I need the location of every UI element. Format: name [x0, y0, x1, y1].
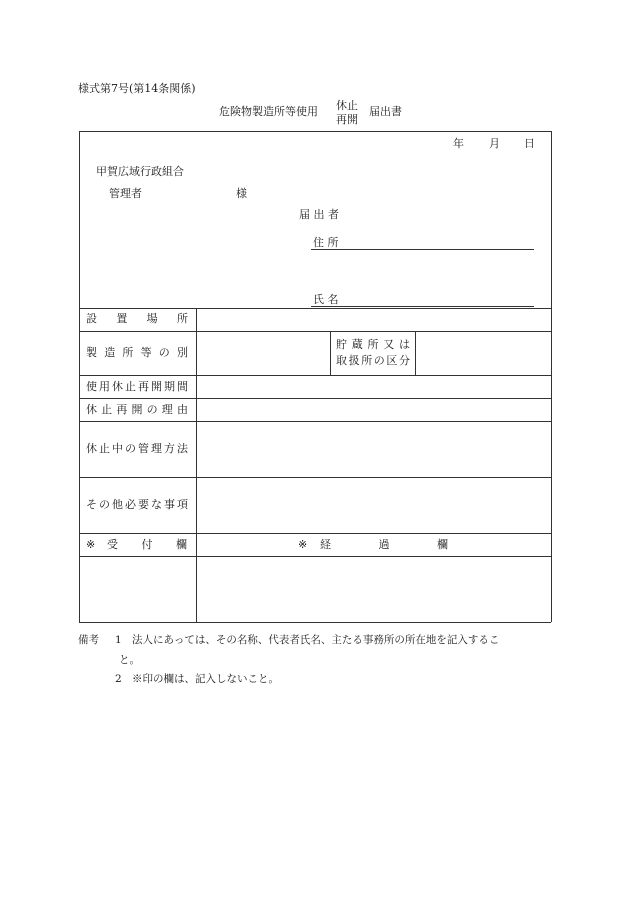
note-1-continuation: と。	[119, 654, 140, 666]
row-label-storage-type-1: 貯 蔵 所 又 は	[336, 338, 410, 351]
date-year: 年	[453, 137, 464, 150]
name-underline	[311, 306, 534, 307]
row-line-8	[79, 556, 551, 557]
style-number: 様式第7号(第14条関係)	[78, 82, 196, 95]
row-line-5	[79, 421, 551, 422]
table-bottom-border	[79, 622, 551, 623]
name-label: 氏 名	[313, 293, 339, 306]
honorific: 様	[236, 187, 247, 200]
date-day: 日	[524, 137, 535, 150]
title-option-resume: 再開	[336, 113, 358, 126]
notes-label: 備考	[78, 634, 99, 646]
title-option-suspend: 休止	[336, 99, 358, 112]
table-top-border	[79, 131, 551, 132]
row-line-3	[79, 375, 551, 376]
table-right-border	[551, 131, 552, 622]
row-label-location: 設 置 場 所	[86, 312, 188, 325]
note-1-number: 1	[115, 634, 122, 646]
title-main: 危険物製造所等使用	[219, 105, 318, 118]
row-line-4	[79, 398, 551, 399]
storage-label-left-line	[330, 331, 331, 375]
row-line-1	[79, 308, 551, 309]
row-line-7	[79, 533, 551, 534]
row-label-facility-type: 製 造 所 等 の 別	[86, 346, 188, 359]
title-suffix: 届出書	[369, 105, 402, 118]
note-1-text: 法人にあっては、その名称、代表者氏名、主たる事務所の所在地を記入するこ	[132, 634, 500, 646]
notifier-label: 届 出 者	[299, 208, 339, 221]
row-label-other: そ の 他 必 要 な 事 項	[86, 498, 188, 511]
row-label-period: 使 用 休 止 再 開 期 間	[86, 380, 188, 393]
note-2-number: 2	[115, 673, 122, 685]
row-label-management: 休 止 中 の 管 理 方 法	[86, 442, 188, 455]
addressee-org: 甲賀広域行政組合	[96, 165, 184, 178]
address-underline	[311, 249, 534, 250]
row-line-6	[79, 477, 551, 478]
table-left-border	[79, 131, 80, 622]
progress-mark: ※	[298, 538, 308, 551]
progress-header: 経 過 欄	[320, 538, 448, 551]
storage-label-right-line	[415, 331, 416, 375]
row-line-2	[79, 331, 551, 332]
reception-mark: ※	[86, 538, 96, 551]
addressee-role: 管理者	[109, 187, 142, 200]
row-label-storage-type-2: 取 扱 所 の 区 分	[336, 354, 410, 367]
reception-header: 受 付 欄	[107, 538, 187, 551]
label-column-line	[196, 308, 197, 622]
date-month: 月	[489, 137, 500, 150]
address-label: 住 所	[313, 236, 339, 249]
row-label-reason: 休 止 再 開 の 理 由	[86, 403, 188, 416]
note-2-text: ※印の欄は、記入しないこと。	[132, 673, 279, 685]
